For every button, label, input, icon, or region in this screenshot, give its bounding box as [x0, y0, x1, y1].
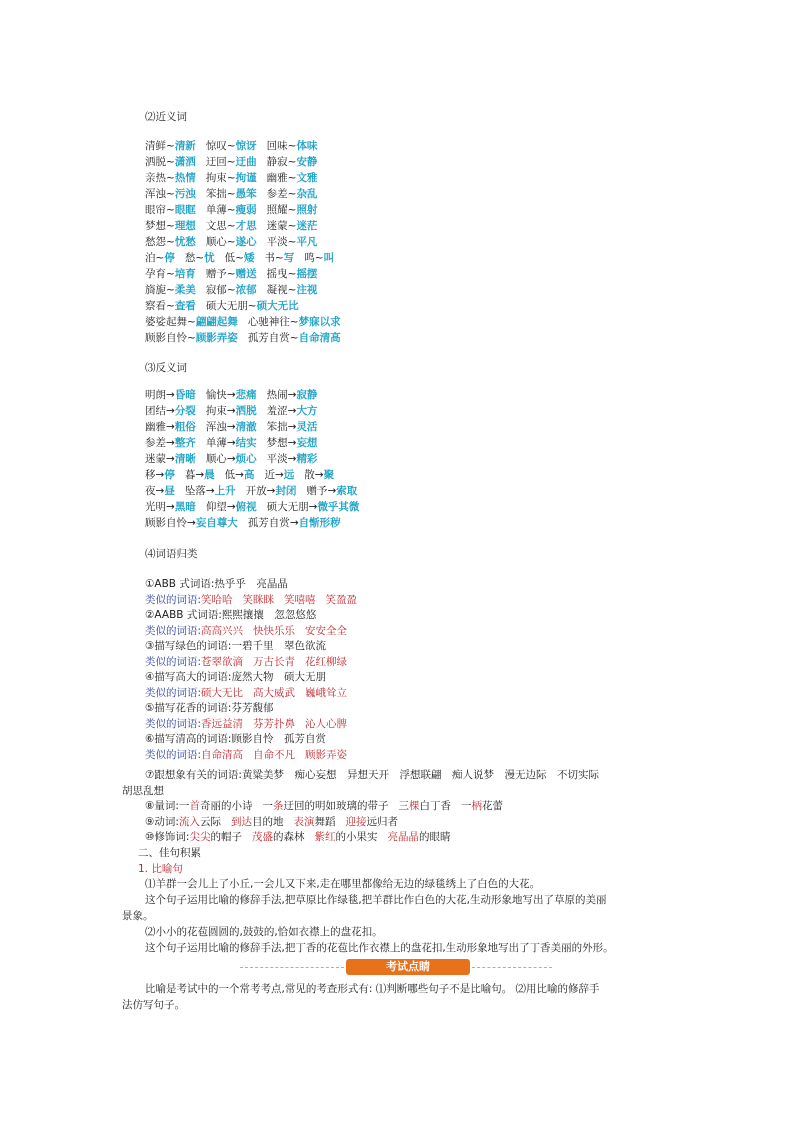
synonym-answer: 迂曲: [235, 156, 257, 168]
synonym-answer: 赠送: [235, 268, 257, 280]
dream-text: 胡思乱想: [122, 785, 164, 797]
synonym-row: [145, 251, 334, 265]
synonym-answer: 自命清高: [298, 332, 341, 344]
sentence-2-note: [145, 941, 614, 955]
synonym-word: 泊~: [145, 252, 165, 264]
antonym-answer: 清澈: [235, 421, 257, 433]
antonym-answer: 微乎其微: [317, 501, 360, 513]
antonym-answer: 洒脱: [235, 405, 257, 417]
synonym-word: 察看~: [145, 300, 175, 312]
synonym-row: [145, 235, 317, 249]
similar-word: 顾影弄姿: [305, 748, 348, 761]
antonym-word: 暮: [184, 469, 196, 481]
antonym-answer: 封闭: [275, 485, 297, 497]
similar-word: 巍峨耸立: [305, 686, 348, 699]
object: 云际: [199, 816, 221, 828]
synonym-word: 参差~: [266, 188, 297, 200]
synonym-word: 低~: [224, 252, 244, 264]
synonym-answer: 杂乱: [296, 188, 318, 200]
verb-word: 迎接: [345, 816, 367, 828]
synonym-row: [145, 331, 341, 345]
category-text: ②AABB 式词语:熙熙攘攘 忽忽悠悠: [145, 609, 317, 621]
noun: 的眼睛: [418, 831, 451, 843]
synonym-word: 照耀~: [266, 204, 297, 216]
category-text: ③描写绿色的词语:一碧千里 翠色欲流: [145, 640, 326, 652]
modifier-words: [145, 830, 450, 844]
sentence: ⑵小小的花苞圆圆的,鼓鼓的,恰如衣襟上的盘花扣。: [145, 926, 383, 938]
arrow-icon: →: [308, 501, 318, 513]
antonym-answer: 妄想: [296, 437, 318, 449]
synonym-word: 单薄~: [205, 204, 236, 216]
category-head: [145, 577, 288, 591]
similar-label: 类似的词语:: [145, 624, 202, 637]
similar-word: 自命不凡: [253, 748, 296, 761]
antonym-row: [145, 452, 317, 466]
banner-divider-left: [240, 967, 344, 968]
arrow-icon: →: [205, 485, 215, 497]
measure-word: 棵: [408, 800, 420, 812]
synonym-row: [145, 203, 317, 217]
antonym-answer: 妄自尊大: [195, 517, 238, 529]
arrow-icon: →: [166, 389, 175, 401]
category-text: ④描写高大的词语:庞然大物 硕大无朋: [145, 671, 326, 683]
arrow-icon: →: [187, 517, 196, 529]
synonym-row: [145, 155, 317, 169]
object: 目的地: [251, 816, 284, 828]
antonym-answer: 索取: [336, 485, 358, 497]
similar-word: 自命清高: [201, 748, 244, 761]
synonym-word: 迂回~: [205, 156, 236, 168]
synonym-row: [145, 299, 299, 313]
synonym-answer: 梦寐以求: [298, 316, 341, 328]
synonym-word: 婆娑起舞~: [145, 316, 196, 328]
similar-word: 快快乐乐: [253, 624, 296, 637]
subheading: 1. 比喻句: [138, 863, 183, 875]
synonym-answer: 忧: [204, 252, 215, 264]
synonym-answer: 理想: [174, 220, 196, 232]
note: 这个句子运用比喻的修辞手法,把草原比作绿毯,把羊群比作白色的大花,生动形象地写出了草原的美丽: [145, 894, 607, 906]
synonym-word: 回味~: [266, 140, 297, 152]
category-head: [145, 639, 326, 653]
synonym-answer: 文雅: [296, 172, 318, 184]
measure-word: 柄: [471, 800, 482, 812]
antonym-answer: 灵活: [296, 421, 318, 433]
synonym-answer: 潇洒: [174, 156, 196, 168]
antonym-word: 迷蒙: [145, 453, 166, 465]
arrow-icon: →: [314, 469, 324, 481]
antonym-answer: 悲痛: [235, 389, 257, 401]
synonym-word: 愁~: [184, 252, 205, 264]
similar-label: 类似的词语:: [145, 593, 202, 606]
arrow-icon: →: [166, 453, 175, 465]
antonym-word: 幽雅: [145, 421, 166, 433]
synonym-word: 寂郁~: [205, 284, 236, 296]
antonym-word: 夜: [145, 485, 156, 497]
antonym-word: 硕大无朋: [266, 501, 309, 513]
measure-words: [145, 799, 503, 813]
synonym-word: 眼帘~: [145, 204, 175, 216]
similar-word: 芬芳扑鼻: [253, 717, 296, 730]
synonym-answer: 迷茫: [296, 220, 318, 232]
sentence-1-note-cont: [122, 909, 154, 923]
similar-word: 高大威武: [253, 686, 296, 699]
arrow-icon: →: [287, 421, 297, 433]
antonym-word: 开放: [245, 485, 267, 497]
antonym-row: [145, 388, 317, 402]
antonym-answer: 停: [164, 469, 175, 481]
synonym-answer: 清新: [174, 140, 196, 152]
similar-words-row: [145, 748, 347, 762]
antonym-word: 羞涩: [266, 405, 288, 417]
antonym-answer: 结实: [235, 437, 257, 449]
synonym-word: 摇曳~: [266, 268, 297, 280]
synonym-row: [145, 187, 317, 201]
synonym-row: [145, 267, 317, 281]
category-head: [145, 701, 273, 715]
synonym-word: 迷蒙~: [266, 220, 297, 232]
antonym-word: 散: [304, 469, 315, 481]
synonym-row: [145, 315, 341, 329]
sentence-1: [145, 877, 540, 891]
synonym-word: 静寂~: [266, 156, 297, 168]
similar-word: 安安全全: [305, 624, 348, 637]
synonym-word: 惊叹~: [205, 140, 236, 152]
antonym-word: 明朗: [145, 389, 166, 401]
antonym-row: [145, 420, 317, 434]
sentence-2: [145, 925, 383, 939]
similar-label: 类似的词语:: [145, 748, 202, 761]
arrow-icon: →: [166, 405, 175, 417]
arrow-icon: →: [155, 485, 165, 497]
object: 舞蹈: [314, 816, 336, 828]
synonym-answer: 热情: [174, 172, 196, 184]
synonym-answer: 瘦弱: [235, 204, 257, 216]
synonym-word: 书~: [264, 252, 284, 264]
note: 景象。: [122, 910, 154, 922]
noun: 的小果实: [335, 831, 378, 843]
sentence-1-note: [145, 893, 607, 907]
synonym-word: 赠予~: [205, 268, 236, 280]
synonym-word: 洒脱~: [145, 156, 175, 168]
synonym-answer: 注视: [296, 284, 318, 296]
verb-words: [145, 815, 398, 829]
antonym-word: 坠落: [184, 485, 206, 497]
antonym-word: 光明: [145, 501, 166, 513]
dream-words: [145, 768, 599, 782]
similar-word: 笑哈哈: [201, 593, 233, 606]
section2-title: [138, 846, 201, 860]
noun: 的森林: [272, 831, 305, 843]
antonym-answer: 大方: [296, 405, 318, 417]
synonym-word: 梦想~: [145, 220, 175, 232]
category-text: ⑥描写清高的词语:顾影自怜 孤芳自赏: [145, 733, 326, 745]
arrow-icon: →: [166, 421, 175, 433]
synonym-answer: 摇摆: [296, 268, 318, 280]
noun: 白丁香: [419, 800, 451, 812]
similar-word: 硕大无比: [201, 686, 244, 699]
arrow-icon: →: [327, 485, 337, 497]
antonym-word: 孤芳自赏: [247, 517, 290, 529]
dream-words-cont: [122, 784, 164, 798]
antonym-answer: 聚: [323, 469, 335, 481]
synonym-answer: 停: [164, 252, 175, 264]
antonym-answer: 晨: [204, 469, 215, 481]
similar-word: 笑眯眯: [242, 593, 275, 606]
arrow-icon: →: [235, 469, 244, 481]
antonym-answer: 精彩: [296, 453, 318, 465]
antonym-word: 近: [264, 469, 275, 481]
verb-word: 表演: [293, 816, 315, 828]
synonym-answer: 顾影弄姿: [195, 332, 238, 344]
synonym-word: 顺心~: [205, 236, 236, 248]
synonym-word: 孕育~: [145, 268, 175, 280]
arrow-icon: →: [287, 405, 297, 417]
verb-word: 流入: [178, 816, 200, 828]
antonym-answer: 自惭形秽: [298, 517, 341, 529]
synonym-answer: 惊讶: [235, 140, 257, 152]
noun: 花蕾: [481, 800, 503, 812]
arrow-icon: →: [166, 437, 175, 449]
antonym-answer: 昼: [164, 485, 175, 497]
synonyms-title: [145, 110, 187, 124]
similar-words-row: [145, 717, 347, 731]
arrow-icon: →: [287, 437, 297, 449]
synonym-row: [145, 283, 317, 297]
synonym-answer: 照射: [296, 204, 318, 216]
verb-word: 到达: [230, 816, 252, 828]
antonym-word: 平淡: [266, 453, 288, 465]
antonyms-title: [145, 361, 187, 375]
synonym-answer: 忧愁: [174, 236, 196, 248]
antonym-word: 低: [224, 469, 236, 481]
antonym-row: [145, 468, 334, 482]
synonym-answer: 叫: [323, 252, 335, 264]
note: 这个句子运用比喻的修辞手法,把丁香的花苞比作衣襟上的盘花扣,生动形象地写出了丁香美丽的外形。: [145, 942, 614, 954]
synonym-word: 旖旎~: [145, 284, 175, 296]
synonym-answer: 眼眶: [174, 204, 196, 216]
antonym-answer: 黑暗: [174, 501, 196, 513]
arrow-icon: →: [166, 501, 175, 513]
antonym-word: 移: [145, 469, 156, 481]
arrow-icon: →: [274, 469, 284, 481]
exam-tip-text-cont: [122, 998, 185, 1012]
antonym-answer: 远: [283, 469, 295, 481]
antonym-word: 笨拙: [266, 421, 288, 433]
synonym-answer: 写: [283, 252, 295, 264]
antonym-row: [145, 500, 359, 514]
synonym-word: 鸣~: [304, 252, 324, 264]
synonym-word: 凝视~: [266, 284, 297, 296]
categories-title: [145, 547, 198, 561]
antonym-word: 顾影自怜: [145, 517, 187, 529]
section-heading: 二、佳句积累: [138, 847, 201, 859]
similar-word: 高高兴兴: [201, 624, 244, 637]
category-head: [145, 670, 326, 684]
category-text: ⑤描写花香的词语:芬芳馥郁: [145, 702, 274, 714]
measure-word: 条: [272, 800, 284, 812]
exam-tip-banner: 考试点睛: [346, 959, 470, 975]
exam-tip-text: [145, 982, 600, 996]
antonym-answer: 昏暗: [174, 389, 196, 401]
similar-word: 香远益清: [201, 717, 244, 730]
synonym-answer: 矮: [243, 252, 255, 264]
antonym-word: 团结: [145, 405, 166, 417]
antonym-answer: 粗俗: [174, 421, 196, 433]
antonym-word: 参差: [145, 437, 166, 449]
synonym-word: 硕大无朋~: [205, 300, 257, 312]
noun: 奇丽的小诗: [199, 800, 253, 812]
similar-word: 笑盈盈: [325, 593, 358, 606]
synonym-row: [145, 139, 317, 153]
synonym-word: 愁怨~: [145, 236, 175, 248]
synonym-word: 浑浊~: [145, 188, 175, 200]
synonym-word: 心驰神往~: [247, 316, 299, 328]
synonym-answer: 硕大无比: [256, 300, 299, 312]
synonym-word: 亲热~: [145, 172, 175, 184]
antonym-word: 仰望: [205, 501, 227, 513]
similar-words-row: [145, 593, 357, 607]
section-heading: ⑵近义词: [145, 111, 187, 123]
modifier-word: 茂盛: [251, 831, 273, 843]
antonym-answer: 分裂: [174, 405, 196, 417]
arrow-icon: →: [226, 501, 236, 513]
synonym-word: 文思~: [205, 220, 236, 232]
similar-words-row: [145, 655, 347, 669]
antonym-answer: 俯视: [235, 501, 257, 513]
synonym-word: 幽雅~: [266, 172, 297, 184]
label: ⑩修饰词:: [145, 831, 190, 843]
modifier-word: 尖尖: [189, 831, 211, 843]
synonym-answer: 安静: [296, 156, 318, 168]
arrow-icon: →: [287, 453, 297, 465]
synonym-answer: 拘谨: [235, 172, 257, 184]
section-heading: ⑷词语归类: [145, 548, 198, 560]
antonym-word: 梦想: [266, 437, 288, 449]
synonym-word: 平淡~: [266, 236, 297, 248]
noun: 的帽子: [210, 831, 242, 843]
dream-text: ⑦跟想象有关的词语:黄粱美梦 痴心妄想 异想天开 浮想联翩 痴人说梦 漫无边际 不切实际: [145, 769, 599, 781]
similar-word: 笑嘻嘻: [284, 593, 316, 606]
antonym-word: 拘束: [205, 405, 227, 417]
sentence: ⑴羊群一会儿上了小丘,一会儿又下来,走在哪里都像给无边的绿毯绣上了白色的大花。: [145, 878, 541, 890]
synonym-answer: 浓郁: [235, 284, 257, 296]
noun: 迂回的明如玻璃的带子: [283, 800, 389, 812]
arrow-icon: →: [226, 453, 236, 465]
synonym-answer: 才思: [235, 220, 257, 232]
section2-sub: [138, 862, 183, 876]
antonym-word: 顺心: [205, 453, 227, 465]
synonym-answer: 平凡: [296, 236, 318, 248]
arrow-icon: →: [226, 421, 236, 433]
similar-label: 类似的词语:: [145, 717, 202, 730]
label: ⑨动词:: [145, 816, 179, 828]
synonym-answer: 体味: [296, 140, 318, 152]
num: 三: [398, 800, 409, 812]
synonym-answer: 翩翩起舞: [195, 316, 238, 328]
synonym-row: [145, 171, 317, 185]
synonym-row: [145, 219, 317, 233]
num: 一: [178, 800, 190, 812]
synonym-word: 顾影自怜~: [145, 332, 196, 344]
similar-word: 苍翠欲滴: [201, 655, 244, 668]
arrow-icon: →: [195, 469, 205, 481]
similar-words-row: [145, 686, 347, 700]
category-head: [145, 732, 326, 746]
synonym-answer: 培育: [174, 268, 196, 280]
modifier-word: 紫红: [314, 831, 336, 843]
similar-word: 花红柳绿: [305, 655, 348, 668]
antonym-word: 赠予: [306, 485, 328, 497]
arrow-icon: →: [289, 517, 299, 529]
antonym-answer: 整齐: [174, 437, 196, 449]
tip-text: 比喻是考试中的一个常考考点,常见的考查形式有: ⑴判断哪些句子不是比喻句。 ⑵用比喻的修辞手: [145, 983, 600, 995]
antonym-answer: 高: [243, 469, 255, 481]
synonym-answer: 查看: [174, 300, 196, 312]
object: 远归者: [366, 816, 398, 828]
antonym-row: [145, 436, 317, 450]
similar-words-row: [145, 624, 347, 638]
arrow-icon: →: [266, 485, 276, 497]
antonym-word: 单薄: [205, 437, 227, 449]
synonym-answer: 污浊: [174, 188, 196, 200]
measure-word: 首: [189, 800, 200, 812]
synonym-answer: 愚笨: [235, 188, 257, 200]
antonym-word: 愉快: [205, 389, 227, 401]
synonym-word: 孤芳自赏~: [247, 332, 299, 344]
num: 一: [262, 800, 273, 812]
banner-divider-right: [472, 967, 552, 968]
arrow-icon: →: [155, 469, 165, 481]
similar-label: 类似的词语:: [145, 655, 202, 668]
antonym-row: [145, 484, 357, 498]
arrow-icon: →: [287, 389, 297, 401]
similar-label: 类似的词语:: [145, 686, 202, 699]
arrow-icon: →: [226, 437, 236, 449]
antonym-answer: 烦心: [235, 453, 257, 465]
tip-text: 法仿写句子。: [122, 999, 185, 1011]
antonym-row: [145, 404, 317, 418]
synonym-answer: 遂心: [235, 236, 257, 248]
section-heading: ⑶反义词: [145, 362, 187, 374]
category-head: [145, 608, 316, 622]
synonym-word: 笨拙~: [205, 188, 236, 200]
antonym-answer: 寂静: [296, 389, 318, 401]
similar-word: 沁人心脾: [305, 717, 348, 730]
antonym-word: 热闹: [266, 389, 288, 401]
synonym-word: 清鲜~: [145, 140, 175, 152]
modifier-word: 亮晶晶: [387, 831, 419, 843]
similar-word: 万古长青: [253, 655, 296, 668]
label: ⑧量词:: [145, 800, 179, 812]
num: 一: [460, 800, 472, 812]
antonym-row: [145, 516, 341, 530]
synonym-answer: 柔美: [174, 284, 196, 296]
antonym-answer: 清晰: [174, 453, 196, 465]
category-text: ①ABB 式词语:热乎乎 亮晶晶: [145, 578, 288, 590]
synonym-word: 拘束~: [205, 172, 236, 184]
antonym-word: 浑浊: [205, 421, 227, 433]
arrow-icon: →: [226, 405, 236, 417]
antonym-answer: 上升: [214, 485, 236, 497]
arrow-icon: →: [226, 389, 236, 401]
